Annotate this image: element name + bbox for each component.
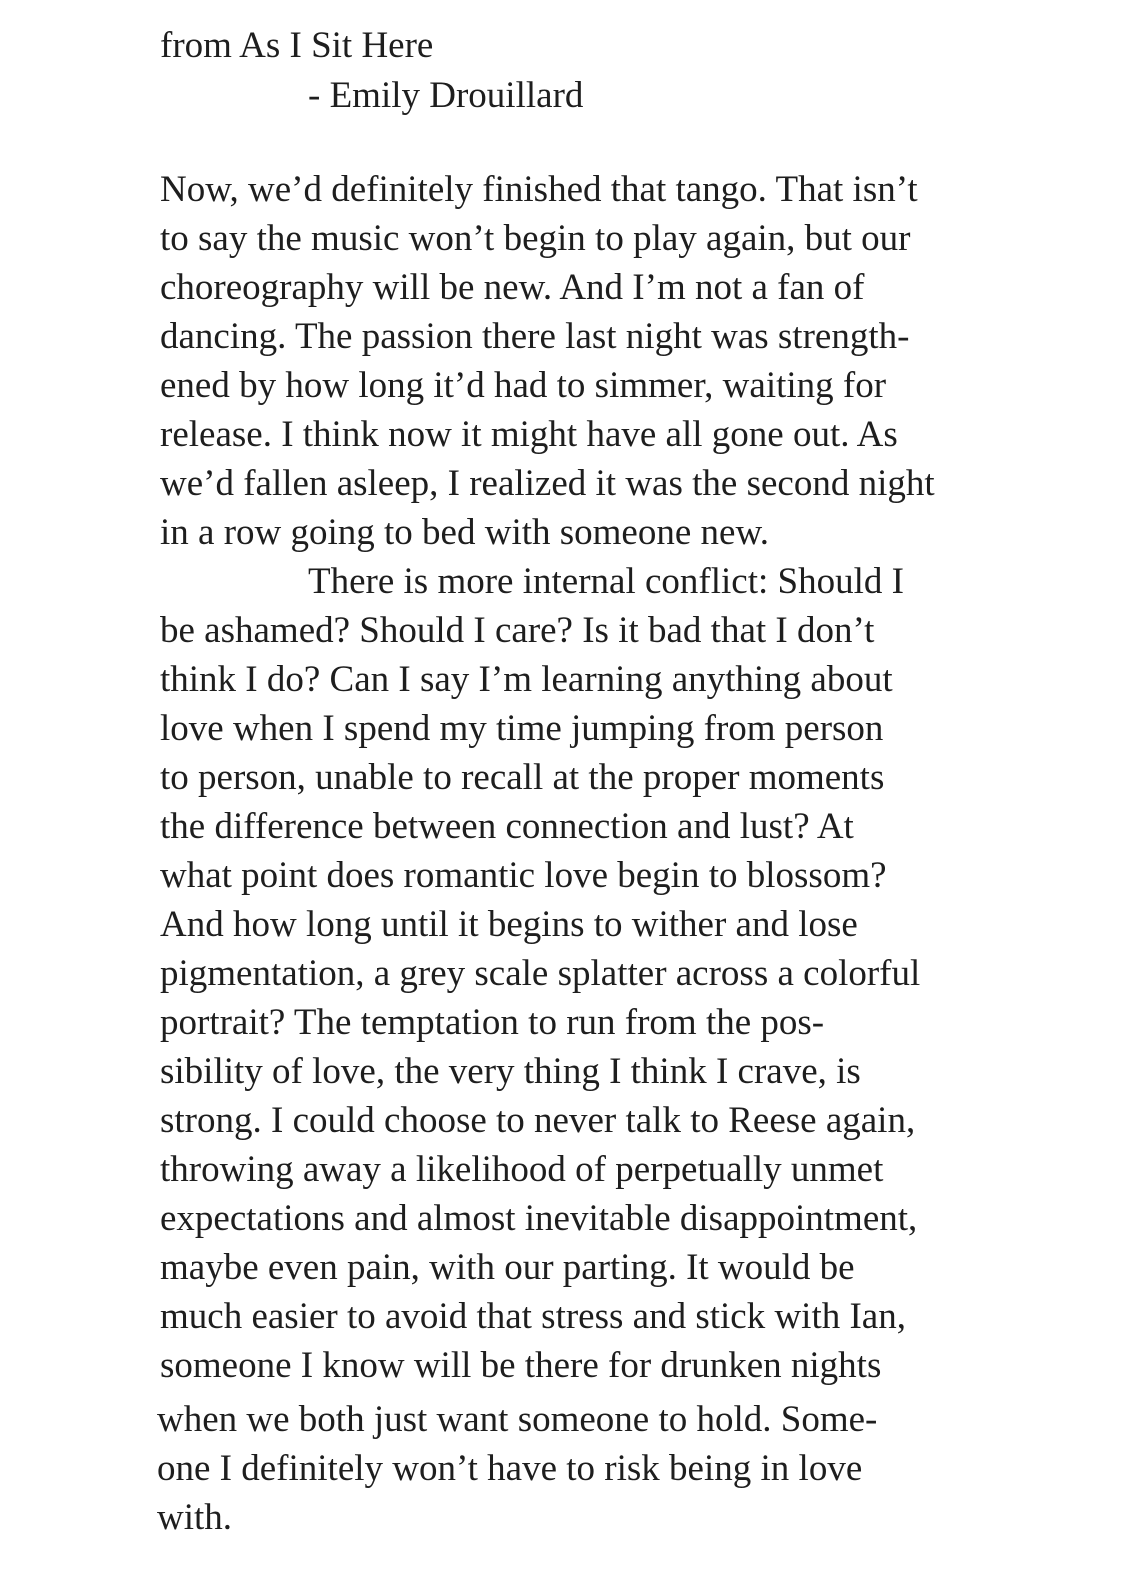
body-line: And how long until it begins to wither and lose <box>160 904 858 945</box>
body-line: think I do? Can I say I’m learning anything about <box>160 659 893 700</box>
body-line: Now, we’d definitely finished that tango. That isn’t <box>160 169 918 210</box>
body-line: the difference between connection and lust? At <box>160 806 854 847</box>
body-line: one I definitely won’t have to risk being in love <box>157 1448 863 1489</box>
body-line: release. I think now it might have all gone out. As <box>160 414 898 455</box>
body-line: portrait? The temptation to run from the pos- <box>160 1002 825 1043</box>
body-line: to say the music won’t begin to play again, but our <box>160 218 911 259</box>
body-line: expectations and almost inevitable disappointment, <box>160 1198 918 1239</box>
body-line: dancing. The passion there last night was strength- <box>160 316 910 357</box>
body-line: love when I spend my time jumping from person <box>160 708 884 749</box>
body-line: ened by how long it’d had to simmer, waiting for <box>160 365 887 406</box>
author-byline: - Emily Drouillard <box>308 75 584 116</box>
body-line: with. <box>157 1497 233 1538</box>
excerpt-title: from As I Sit Here <box>160 25 434 66</box>
body-line: choreography will be new. And I’m not a fan of <box>160 267 865 308</box>
body-line: throwing away a likelihood of perpetually unmet <box>160 1149 884 1190</box>
body-line: pigmentation, a grey scale splatter across a colorful <box>160 953 921 994</box>
body-line: strong. I could choose to never talk to Reese again, <box>160 1100 916 1141</box>
body-line: sibility of love, the very thing I think I crave, is <box>160 1051 861 1092</box>
body-line: in a row going to bed with someone new. <box>160 512 770 553</box>
body-line: much easier to avoid that stress and stick with Ian, <box>160 1296 906 1337</box>
body-line: maybe even pain, with our parting. It would be <box>160 1247 855 1288</box>
body-line: be ashamed? Should I care? Is it bad that I don’t <box>160 610 875 651</box>
body-line: we’d fallen asleep, I realized it was the second night <box>160 463 935 504</box>
paragraph-start-line: There is more internal conflict: Should I <box>308 561 904 602</box>
body-line: someone I know will be there for drunken nights <box>160 1345 882 1386</box>
body-line: what point does romantic love begin to blossom? <box>160 855 887 896</box>
body-line: to person, unable to recall at the proper moments <box>160 757 885 798</box>
body-line: when we both just want someone to hold. Some- <box>157 1399 878 1440</box>
